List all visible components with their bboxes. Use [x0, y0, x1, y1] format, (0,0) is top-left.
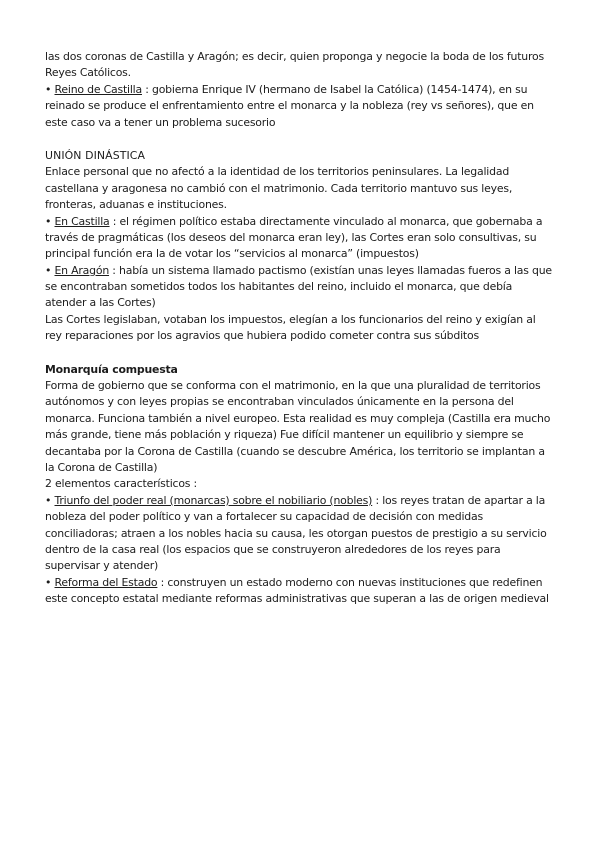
text-line: [45, 65, 565, 81]
text: principal función era la de votar los “servicios al monarca” (impuestos): [45, 247, 419, 261]
heading-text: Monarquía compuesta: [45, 362, 178, 376]
text: la Corona de Castilla): [45, 460, 158, 474]
text: Forma de gobierno que se conforma con el matrimonio, en la que una pluralidad de territorios: [45, 379, 541, 393]
text: : había un sistema llamado pactismo (existían unas leyes llamadas fueros a las que: [109, 263, 552, 277]
bullet-en-aragon: [45, 263, 565, 279]
text-line: [45, 49, 565, 65]
section-heading-monarquia-compuesta: [45, 362, 565, 378]
text: castellana y aragonesa no cambió con el matrimonio. Cada territorio mantuvo sus leyes,: [45, 181, 513, 195]
text-line: [45, 394, 565, 410]
text: este concepto estatal mediante reformas administrativas que superan a las de origen medieval: [45, 592, 549, 606]
text: nobleza del poder político y van a fortalecer su capacidad de decisión con medidas: [45, 510, 483, 524]
text: : construyen un estado moderno con nuevas instituciones que redefinen: [157, 575, 543, 589]
text-line: [45, 279, 565, 295]
en-castilla-term: En Castilla: [54, 214, 110, 228]
text-line: [45, 460, 565, 476]
text: : gobierna Enrique IV (hermano de Isabel la Católica) (1454-1474), en su: [141, 82, 528, 96]
text: reinado se produce el enfrentamiento entre el monarca y la nobleza (rey vs señores), que en: [45, 99, 534, 113]
text: Reyes Católicos.: [45, 66, 131, 80]
bullet-triunfo-poder-real: [45, 493, 565, 509]
triunfo-poder-real-term: Triunfo del poder real (monarcas) sobre el nobiliario (nobles): [54, 493, 373, 507]
text: atender a las Cortes): [45, 296, 156, 310]
text-line: [45, 246, 565, 262]
section-heading-union-dinastica: [45, 148, 565, 164]
en-aragon-term: En Aragón: [54, 263, 110, 277]
text-line: [45, 509, 565, 525]
text-line: [45, 526, 565, 542]
text-line: [45, 558, 565, 574]
text: más grande, tiene más población y riqueza) Fue difícil mantener un equilibrio y siempre se: [45, 428, 524, 442]
text: autónomos y con leyes propias se encontraban vinculados únicamente en la persona del: [45, 395, 514, 409]
text: través de pragmáticas (los deseos del monarca eran ley), las Cortes eran solo consultivas, su: [45, 230, 537, 244]
text: 2 elementos característicos :: [45, 477, 197, 491]
text-line: [45, 378, 565, 394]
text: las dos coronas de Castilla y Aragón; es decir, quien proponga y negocie la boda de los futuros: [45, 50, 544, 63]
text: este caso va a tener un problema sucesorio: [45, 115, 276, 129]
text: conciliadoras; atraen a los nobles hacia su causa, les otorgan puestos de prestigio a su servicio: [45, 526, 547, 540]
text-line: [45, 197, 565, 213]
text: : los reyes tratan de apartar a la: [372, 493, 546, 507]
bullet: •: [45, 214, 55, 228]
text: se encontraban sometidos todos los habitantes del reino, incluido el monarca, que debía: [45, 280, 513, 294]
bullet-en-castilla: [45, 214, 565, 230]
text: Las Cortes legislaban, votaban los impuestos, elegían a los funcionarios del reino y exigían al: [45, 312, 536, 326]
text-line: [45, 164, 565, 180]
text-line: [45, 98, 565, 114]
document-page: [45, 49, 565, 608]
text-line: [45, 312, 565, 328]
text-line: [45, 115, 565, 131]
reino-castilla-term: Reino de Castilla: [54, 82, 142, 96]
text-line: [45, 591, 565, 607]
text: dentro de la casa real (los espacios que se construyeron alrededores de los reyes para: [45, 542, 501, 556]
heading-text: UNIÓN DINÁSTICA: [45, 148, 146, 162]
text: : el régimen político estaba directamente vinculado al monarca, que gobernaba a: [109, 214, 543, 228]
bullet: •: [45, 263, 55, 277]
text-line: [45, 411, 565, 427]
text-line: [45, 181, 565, 197]
reforma-estado-term: Reforma del Estado: [54, 575, 158, 589]
text-line: [45, 444, 565, 460]
text-line: [45, 328, 565, 344]
text: rey reparaciones por los agravios que hubiera podido cometer contra sus súbditos: [45, 329, 479, 343]
text: decantaba por la Corona de Castilla (cuando se descubre América, los territorio se implantan a: [45, 444, 545, 458]
bullet-reforma-estado: [45, 575, 565, 591]
bullet: •: [45, 82, 55, 96]
text-line: [45, 230, 565, 246]
text: Enlace personal que no afectó a la identidad de los territorios peninsulares. La legalidad: [45, 165, 510, 179]
bullet: •: [45, 493, 55, 507]
text-line: [45, 542, 565, 558]
text: monarca. Funciona también a nivel europeo. Esta realidad es muy compleja (Castilla era mucho: [45, 411, 551, 425]
text-line: [45, 295, 565, 311]
text-line: [45, 476, 565, 492]
bullet: •: [45, 575, 55, 589]
text-line: [45, 427, 565, 443]
bullet-reino-castilla: [45, 82, 565, 98]
text: supervisar y atender): [45, 559, 159, 573]
text: fronteras, aduanas e instituciones.: [45, 198, 227, 212]
